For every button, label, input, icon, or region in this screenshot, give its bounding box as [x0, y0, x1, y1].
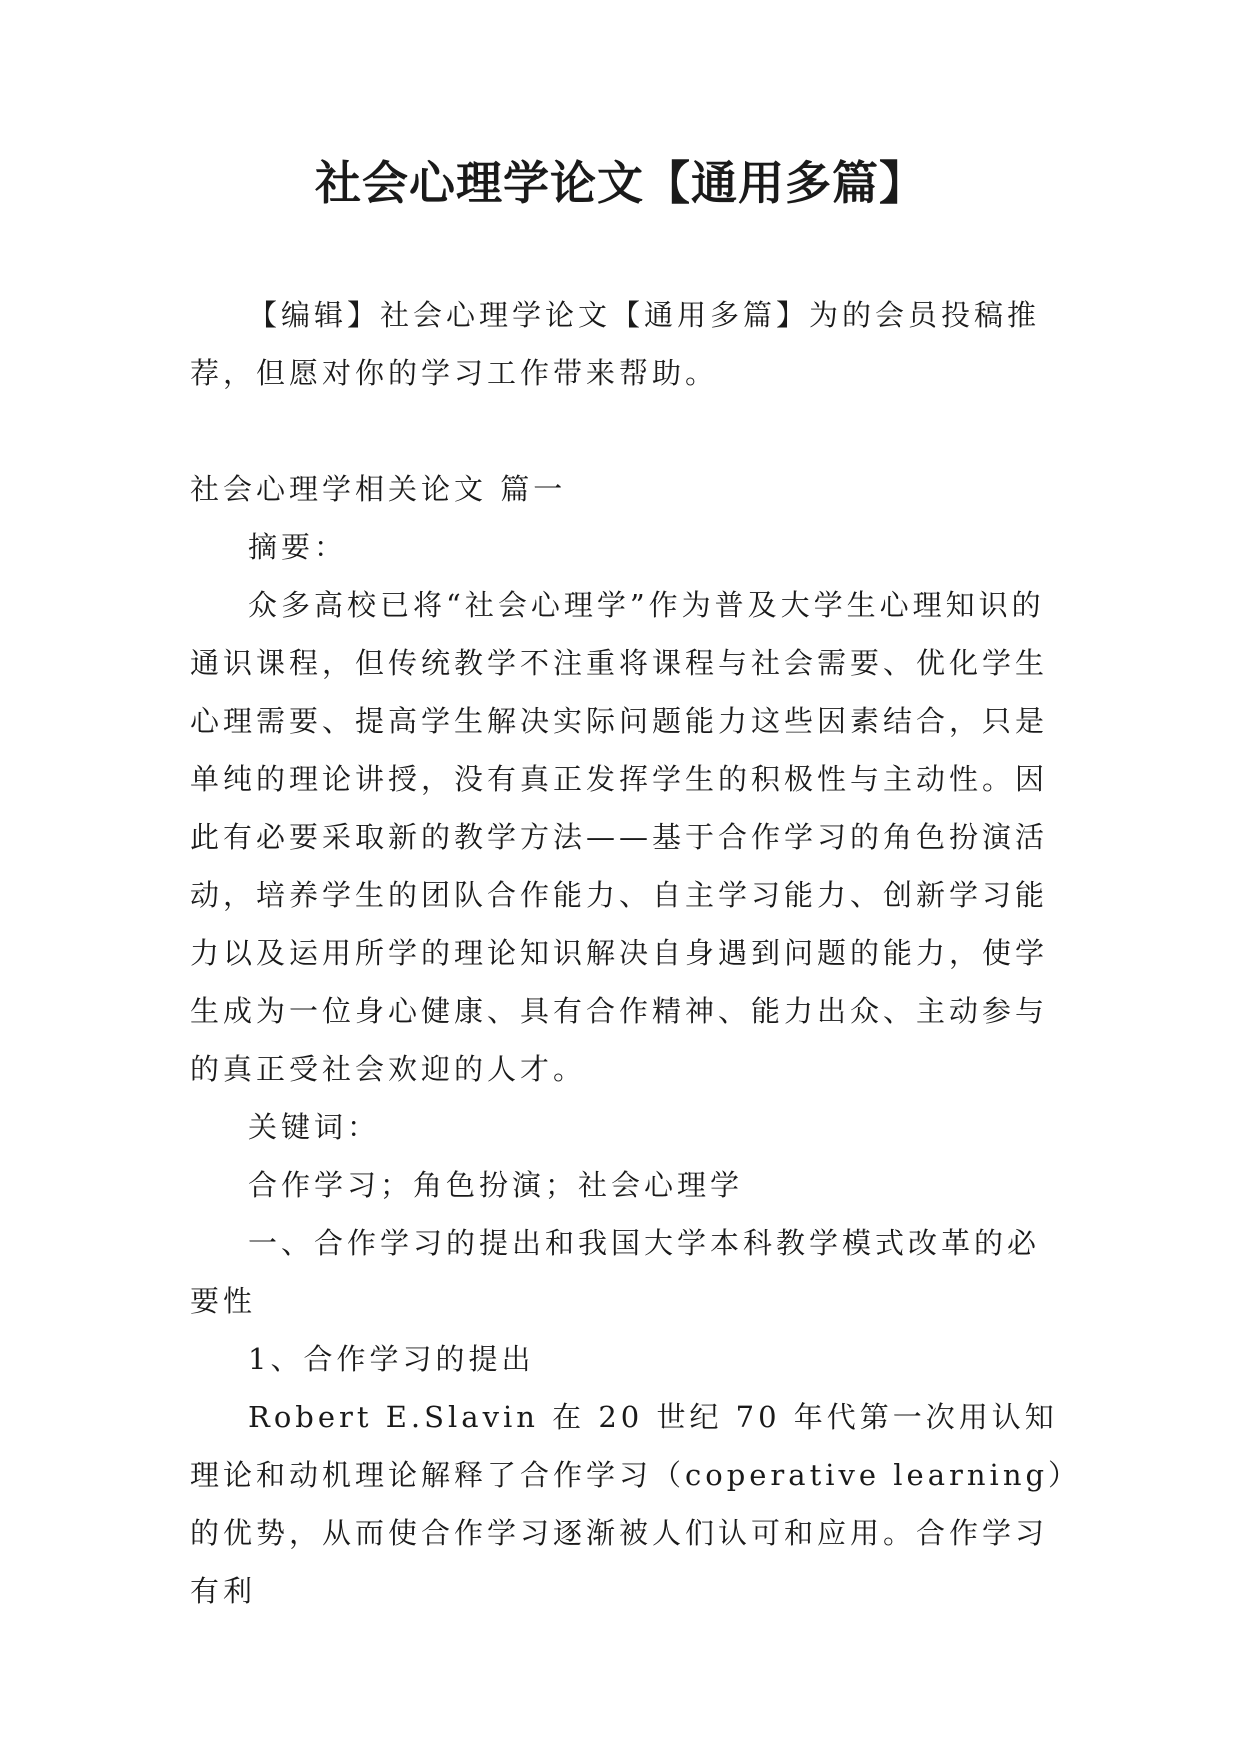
keywords-label: 关键词： — [248, 1110, 381, 1144]
subheading-1-1: 1、合作学习的提出 — [248, 1342, 535, 1376]
keywords-text: 合作学习；角色扮演；社会心理学 — [248, 1168, 744, 1202]
abstract-paragraph: 众多高校已将“社会心理学”作为普及大学生心理知识的通识课程，但传统教学不注重将课程与社会需要、优化学生心理需要、提高学生解决实际问题能力这些因素结合，只是单纯的理论讲授，没有真正发挥学生的积极性与主动性。因此有必要采取新的教学方法——基于合作学习的角色扮演活动，培养学生的团队合作能力、自主学习能力、创新学习能力以及运用所学的理论知识解决自身遇到问题的能力，使学生成为一位身心健康、具有合作精神、能力出众、主动参与的真正受社会欢迎的人才。 — [190, 588, 1049, 1086]
document-title: 社会心理学论文【通用多篇】 — [315, 156, 926, 210]
body-paragraph: Robert E.Slavin 在 20 世纪 70 年代第一次用认知理论和动机理论解释了合作学习（coperative learning）的优势，从而使合作学习逐渐被人们认可和应用。合作学习有利 — [190, 1400, 1067, 1608]
section-heading: 社会心理学相关论文 篇一 — [190, 472, 567, 506]
heading-1: 一、合作学习的提出和我国大学本科教学模式改革的必要性 — [190, 1226, 1041, 1318]
intro-paragraph: 【编辑】社会心理学论文【通用多篇】为的会员投稿推荐，但愿对你的学习工作带来帮助。 — [190, 298, 1041, 390]
abstract-label: 摘要： — [248, 530, 348, 564]
document-body — [190, 286, 1070, 1620]
